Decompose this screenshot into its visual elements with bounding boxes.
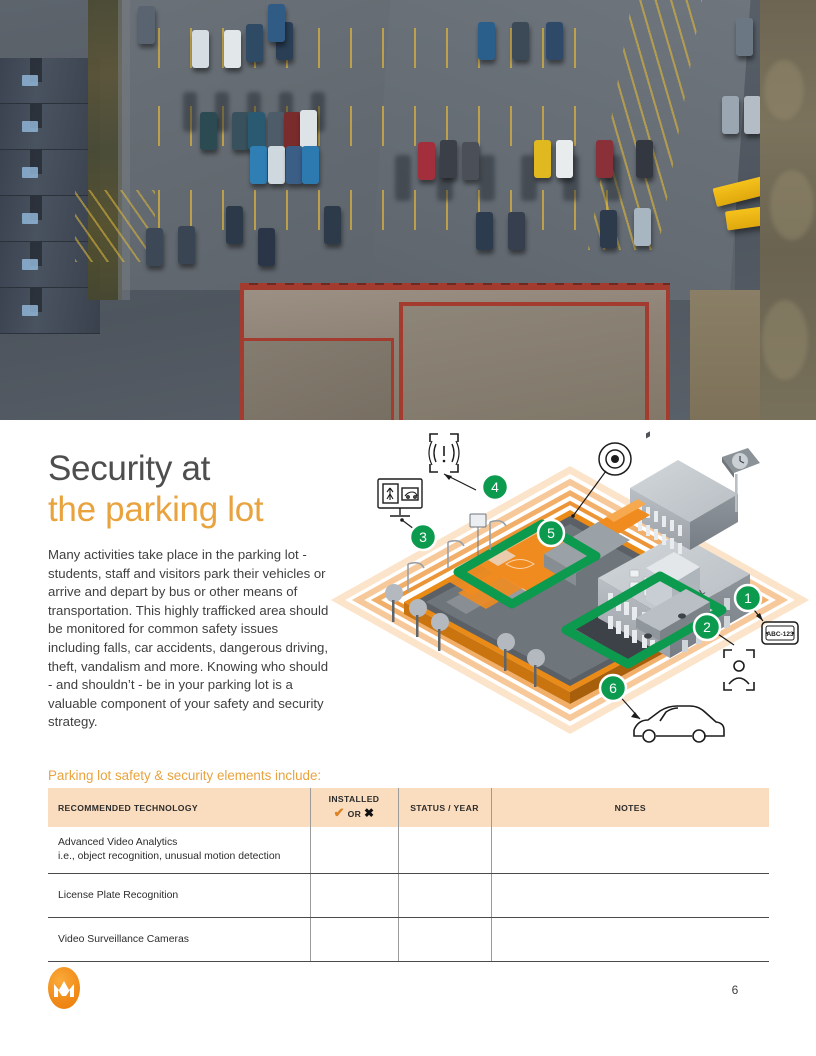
cell-status-year[interactable] [398, 918, 491, 962]
table-row [48, 827, 769, 874]
svg-text:1: 1 [744, 590, 752, 606]
svg-text:4: 4 [491, 479, 499, 495]
cell-status-year[interactable] [398, 827, 491, 874]
cell-technology: License Plate Recognition [48, 874, 310, 918]
callout-badge-3 [410, 524, 436, 550]
table-row [48, 918, 769, 962]
photo-hatched-crosswalk [75, 190, 155, 262]
page-title-line2: the parking lot [48, 490, 264, 529]
photo-school-wing-left [244, 338, 394, 420]
campus-security-illustration [330, 430, 810, 760]
installed-label: INSTALLED [328, 794, 380, 804]
motorola-solutions-logo [48, 967, 80, 1009]
video-analytics-monitor-icon [378, 479, 422, 516]
callout-badge-2 [694, 614, 720, 640]
cell-installed[interactable] [310, 874, 398, 918]
technology-name: Advanced Video Analytics [58, 837, 178, 848]
svg-text:3: 3 [419, 529, 427, 545]
school-building-back [630, 430, 738, 554]
callout-badge-4 [482, 474, 508, 500]
x-icon: ✖ [363, 806, 375, 820]
or-label: OR [347, 809, 362, 819]
cell-technology [48, 827, 310, 874]
cell-installed[interactable] [310, 827, 398, 874]
installed-legend [321, 805, 388, 821]
photo-school-building [240, 285, 670, 420]
cell-notes[interactable] [491, 918, 769, 962]
vehicle-icon [634, 706, 724, 742]
svg-text:5: 5 [547, 525, 555, 541]
column-header-installed [310, 788, 398, 827]
motorola-m-glyph [54, 981, 74, 997]
photo-dirt-field [690, 290, 760, 420]
security-elements-table [48, 788, 769, 962]
callout-badge-6 [600, 675, 626, 701]
page-title-line1: Security at [48, 449, 211, 488]
table-row [48, 874, 769, 918]
intro-column [48, 448, 330, 732]
svg-text:2: 2 [703, 619, 711, 635]
table-caption: Parking lot safety & security elements include: [48, 768, 322, 783]
photo-tree-line-right [760, 0, 816, 420]
technology-subtext: i.e., object recognition, unusual motion detection [58, 851, 281, 862]
svg-text:6: 6 [609, 680, 617, 696]
cell-technology: Video Surveillance Cameras [48, 918, 310, 962]
camera-lens-icon [599, 443, 631, 475]
aerial-parking-lot-photo [0, 0, 816, 420]
page-title [48, 448, 330, 530]
column-header-status-year: STATUS / YEAR [398, 788, 491, 827]
table-header-row [48, 788, 769, 827]
check-icon: ✔ [333, 805, 345, 820]
cell-status-year[interactable] [398, 874, 491, 918]
page-number: 6 [731, 983, 739, 997]
photo-school-wing-right [399, 302, 649, 420]
cell-installed[interactable] [310, 918, 398, 962]
column-header-notes: NOTES [491, 788, 769, 827]
license-plate-text: ABC-123 [766, 631, 794, 638]
column-header-technology: RECOMMENDED TECHNOLOGY [48, 788, 310, 827]
intro-paragraph: Many activities take place in the parking lot - students, staff and visitors park their vehicles or arrive and depart by bus or other means of transportation. This highly trafficked area should be monitored for common safety issues including falls, car accidents, dangerous driving, theft, vandalism and more. Knowing who should - and shouldn’t - be in your parking lot is a valuable component of your safety and security strategy. [48, 547, 329, 730]
face-recognition-icon [724, 650, 754, 690]
alarm-siren-icon [429, 434, 459, 472]
callout-badge-5 [538, 520, 564, 546]
callout-badge-1 [735, 585, 761, 611]
cell-notes[interactable] [491, 874, 769, 918]
cell-notes[interactable] [491, 827, 769, 874]
